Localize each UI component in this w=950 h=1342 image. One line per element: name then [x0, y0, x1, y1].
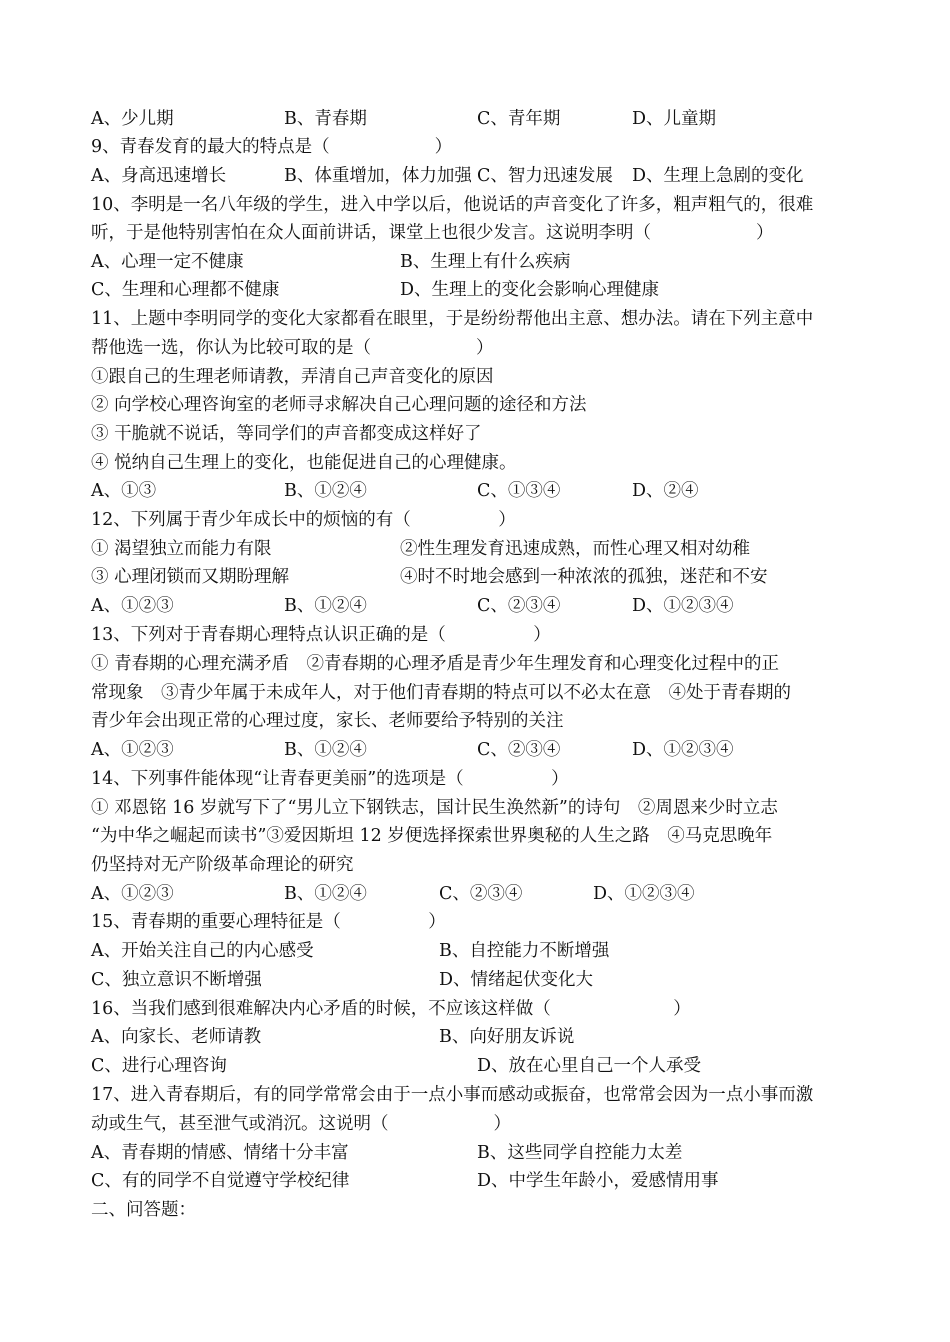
answer-option: C、②③④: [477, 740, 561, 760]
answer-option: C、②③④: [477, 596, 561, 616]
answer-option: A、①②③: [91, 740, 174, 760]
question-text-line: 仍坚持对无产阶级革命理论的研究: [91, 855, 354, 875]
answer-option: ③ 心理闭锁而又期盼理解: [91, 567, 290, 587]
answer-option: B、生理上有什么疾病: [400, 252, 571, 272]
answer-options-row: [91, 1167, 870, 1195]
question-text-line: “为中华之崛起而读书”③爱因斯坦 12 岁便选择探索世界奥秘的人生之路 ④马克思晚年: [91, 826, 773, 846]
answer-options-row: [91, 535, 870, 563]
answer-options-row: [91, 937, 870, 965]
question-text-line: ② 向学校心理咨询室的老师寻求解决自己心理问题的途径和方法: [91, 395, 587, 415]
answer-option: B、自控能力不断增强: [439, 941, 610, 961]
answer-option: C、②③④: [439, 884, 523, 904]
answer-option: A、①②③: [91, 884, 174, 904]
answer-option: D、情绪起伏变化大: [439, 970, 594, 990]
answer-option: D、生理上急剧的变化: [632, 166, 804, 186]
answer-option: B、①②④: [284, 596, 367, 616]
answer-option: B、①②④: [284, 740, 367, 760]
question-text-line: 10、李明是一名八年级的学生，进入中学以后，他说话的声音变化了许多，粗声粗气的，很难: [91, 195, 814, 215]
answer-options-row: [91, 248, 870, 276]
answer-option: B、体重增加，体力加强: [284, 166, 472, 186]
answer-option: C、青年期: [477, 109, 561, 129]
answer-options-row: [91, 1023, 870, 1051]
answer-option: D、放在心里自己一个人承受: [477, 1056, 702, 1076]
answer-option: C、生理和心理都不健康: [91, 280, 280, 300]
answer-options-row: [91, 736, 870, 764]
answer-options-row: [91, 563, 870, 591]
answer-option: D、中学生年龄小，爱感情用事: [477, 1171, 719, 1191]
answer-option: ④时不时地会感到一种浓浓的孤独，迷茫和不安: [400, 567, 768, 587]
answer-option: D、①②③④: [593, 884, 695, 904]
answer-option: ① 渴望独立而能力有限: [91, 539, 272, 559]
question-text-line: 15、青春期的重要心理特征是（ ）: [91, 912, 446, 932]
question-text-line: 17、进入青春期后，有的同学常常会由于一点小事而感动或振奋，也常常会因为一点小事而激: [91, 1085, 814, 1105]
answer-option: A、少儿期: [91, 109, 174, 129]
answer-option: A、开始关注自己的内心感受: [91, 941, 314, 961]
answer-option: D、儿童期: [632, 109, 717, 129]
answer-option: B、①②④: [284, 481, 367, 501]
question-text-line: 16、当我们感到很难解决内心矛盾的时候，不应该这样做（ ）: [91, 999, 691, 1019]
answer-option: A、青春期的情感、情绪十分丰富: [91, 1143, 349, 1163]
answer-option: A、向家长、老师请教: [91, 1027, 262, 1047]
answer-option: A、心理一定不健康: [91, 252, 244, 272]
answer-option: B、青春期: [284, 109, 367, 129]
answer-options-row: [91, 592, 870, 620]
answer-options-row: [91, 162, 870, 190]
question-text-line: 13、下列对于青春期心理特点认识正确的是（ ）: [91, 625, 551, 645]
answer-option: D、生理上的变化会影响心理健康: [400, 280, 660, 300]
question-text-line: ①跟自己的生理老师请教，弄清自己声音变化的原因: [91, 367, 494, 387]
question-text-line: 12、下列属于青少年成长中的烦恼的有（ ）: [91, 510, 516, 530]
answer-option: B、向好朋友诉说: [439, 1027, 575, 1047]
answer-option: D、①②③④: [632, 740, 734, 760]
answer-option: C、独立意识不断增强: [91, 970, 262, 990]
answer-option: B、①②④: [284, 884, 367, 904]
answer-options-row: [91, 477, 870, 505]
answer-options-row: [91, 1139, 870, 1167]
answer-option: D、②④: [632, 481, 699, 501]
question-text-line: 听，于是他特别害怕在众人面前讲话，课堂上也很少发言。这说明李明（ ）: [91, 223, 774, 243]
question-text-line: 帮他选一选，你认为比较可取的是（ ）: [91, 338, 494, 358]
question-text-line: ③ 干脆就不说话，等同学们的声音都变成这样好了: [91, 424, 482, 444]
answer-options-row: [91, 276, 870, 304]
answer-option: D、①②③④: [632, 596, 734, 616]
question-text-line: 常现象 ③青少年属于未成年人，对于他们青春期的特点可以不必太在意 ④处于青春期的: [91, 683, 791, 703]
answer-option: A、身高迅速增长: [91, 166, 227, 186]
question-text-line: ① 青春期的心理充满矛盾 ②青春期的心理矛盾是青少年生理发育和心理变化过程中的正: [91, 654, 780, 674]
answer-option: A、①②③: [91, 596, 174, 616]
answer-option: C、智力迅速发展: [477, 166, 613, 186]
answer-option: ②性生理发育迅速成熟，而性心理又相对幼稚: [400, 539, 750, 559]
question-text-line: ① 邓恩铭 16 岁就写下了“男儿立下钢铁志，国计民生涣然新”的诗句 ②周恩来少时立志: [91, 798, 778, 818]
question-text-line: 青少年会出现正常的心理过度，家长、老师要给予特别的关注: [91, 711, 564, 731]
answer-options-row: [91, 880, 870, 908]
answer-option: B、这些同学自控能力太差: [477, 1143, 683, 1163]
answer-options-row: [91, 105, 870, 133]
answer-option: A、①③: [91, 481, 157, 501]
question-text-line: ④ 悦纳自己生理上的变化，也能促进自己的心理健康。: [91, 453, 517, 473]
question-text-line: 14、下列事件能体现“让青春更美丽”的选项是（ ）: [91, 769, 569, 789]
question-text-line: 11、上题中李明同学的变化大家都看在眼里，于是纷纷帮他出主意、想办法。请在下列主意中: [91, 309, 814, 329]
answer-option: C、有的同学不自觉遵守学校纪律: [91, 1171, 350, 1191]
answer-options-row: [91, 1052, 870, 1080]
question-text-line: 二、问答题：: [91, 1200, 196, 1220]
answer-option: C、①③④: [477, 481, 561, 501]
answer-option: C、进行心理咨询: [91, 1056, 227, 1076]
question-text-line: 动或生气，甚至泄气或消沉。这说明（ ）: [91, 1114, 511, 1134]
answer-options-row: [91, 966, 870, 994]
question-text-line: 9、青春发育的最大的特点是（ ）: [91, 137, 453, 157]
